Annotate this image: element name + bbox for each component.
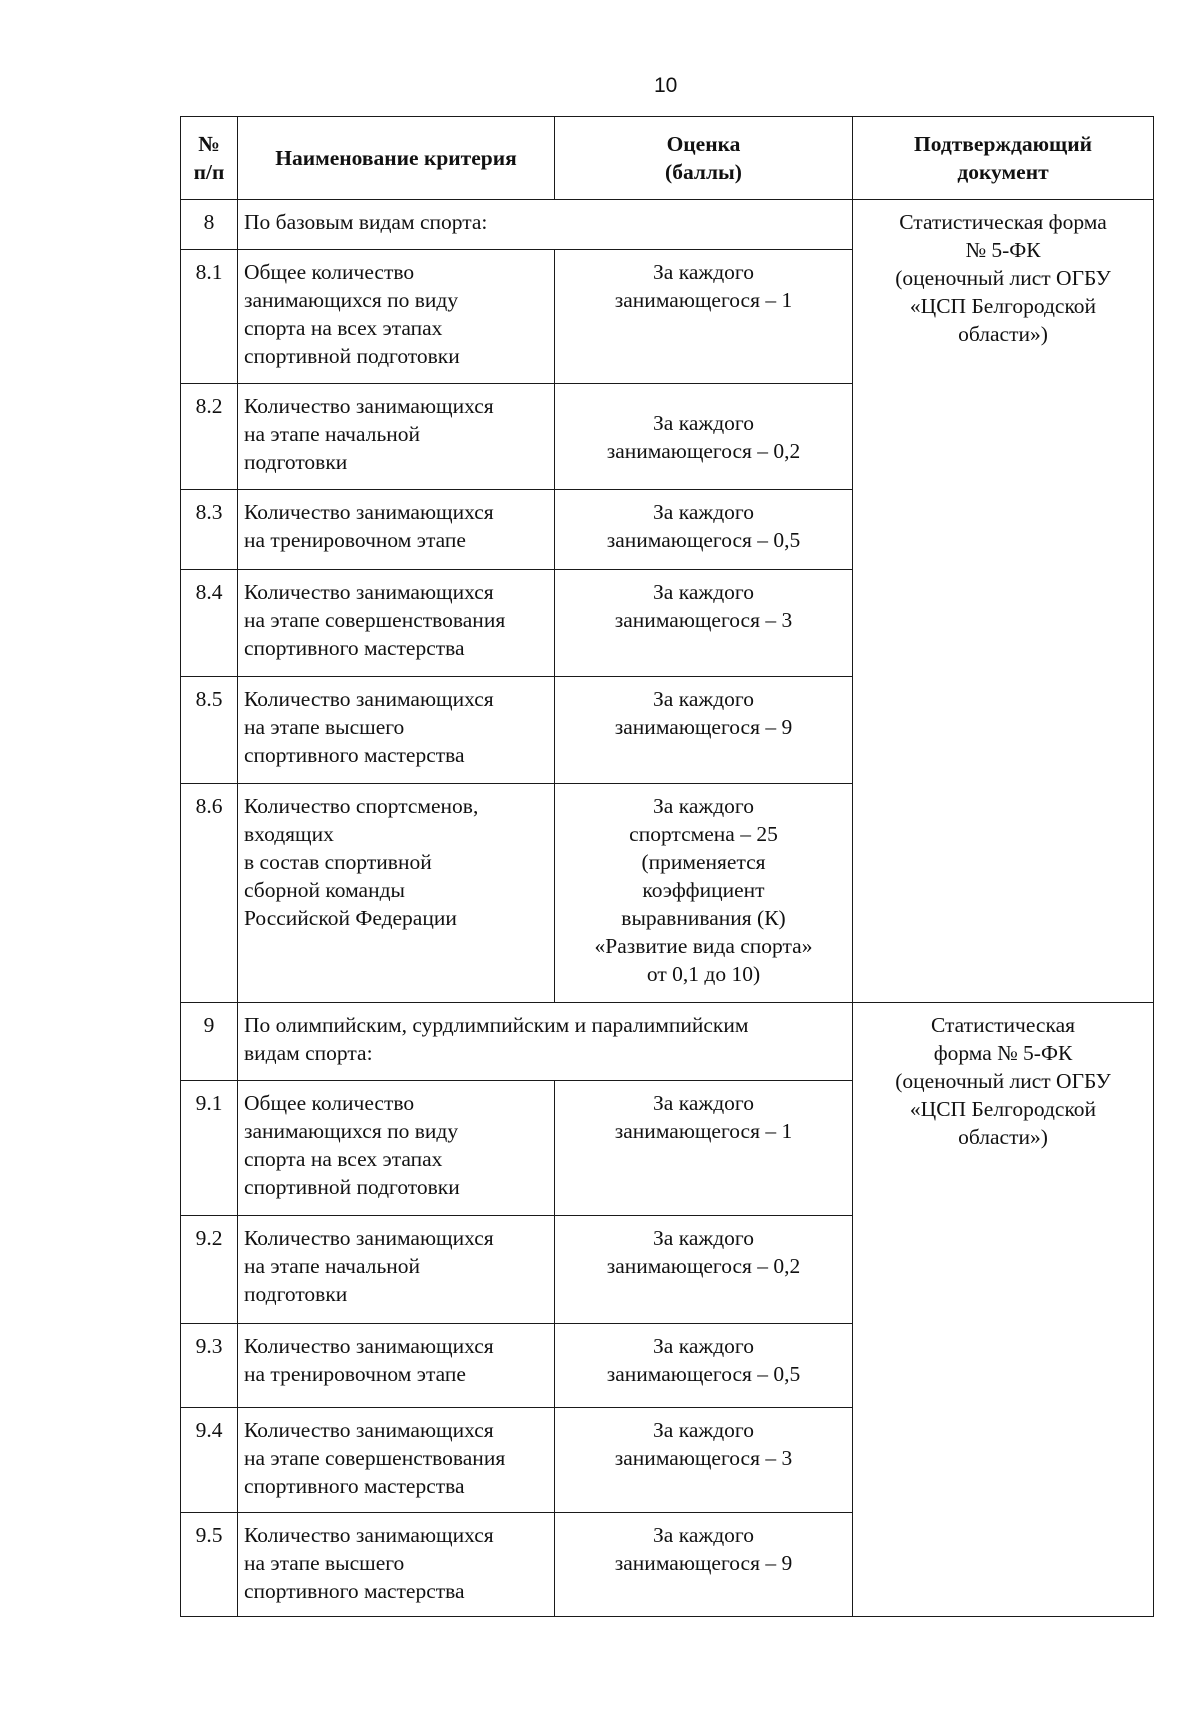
row-number: 9.2 (181, 1216, 238, 1324)
criterion-name: Количество спортсменов, входящих в состав спортивной сборной команды Российской Федерации (238, 784, 555, 1003)
row-number: 9.4 (181, 1408, 238, 1513)
criterion-score: За каждого занимающегося – 9 (555, 677, 853, 784)
section-title: По базовым видам спорта: (238, 200, 853, 250)
criterion-score: За каждого спортсмена – 25 (применяется коэффициент выравнивания (К) «Развитие вида спорта» от 0,1 до 10) (555, 784, 853, 1003)
header-score: Оценка (баллы) (555, 117, 853, 200)
table-header-row (181, 117, 1154, 200)
criterion-name: Количество занимающихся на тренировочном этапе (238, 1324, 555, 1408)
criterion-score: За каждого занимающегося – 3 (555, 570, 853, 677)
criterion-name: Количество занимающихся на этапе начальной подготовки (238, 384, 555, 490)
row-number: 8.5 (181, 677, 238, 784)
criterion-score: За каждого занимающегося – 0,5 (555, 1324, 853, 1408)
header-name: Наименование критерия (238, 117, 555, 200)
confirming-document: Статистическая форма № 5-ФК (оценочный лист ОГБУ «ЦСП Белгородской области») (853, 1003, 1154, 1617)
criterion-name: Количество занимающихся на этапе начальной подготовки (238, 1216, 555, 1324)
section-title: По олимпийским, сурдлимпийским и паралимпийским видам спорта: (238, 1003, 853, 1081)
criterion-name: Количество занимающихся на этапе совершенствования спортивного мастерства (238, 570, 555, 677)
row-number: 8.6 (181, 784, 238, 1003)
row-number: 9.5 (181, 1513, 238, 1617)
section-row-9 (181, 1003, 1154, 1081)
row-number: 8.2 (181, 384, 238, 490)
row-number: 8.4 (181, 570, 238, 677)
criterion-name: Количество занимающихся на этапе высшего спортивного мастерства (238, 677, 555, 784)
section-number: 9 (181, 1003, 238, 1081)
row-number: 9.1 (181, 1081, 238, 1216)
criterion-score: За каждого занимающегося – 0,2 (555, 1216, 853, 1324)
confirming-document: Статистическая форма № 5-ФК (оценочный лист ОГБУ «ЦСП Белгородской области») (853, 200, 1154, 1003)
row-number: 8.1 (181, 250, 238, 384)
criterion-score: За каждого занимающегося – 3 (555, 1408, 853, 1513)
criterion-score: За каждого занимающегося – 9 (555, 1513, 853, 1617)
criteria-table (180, 116, 1154, 1617)
row-number: 9.3 (181, 1324, 238, 1408)
criterion-score: За каждого занимающегося – 1 (555, 250, 853, 384)
criterion-name: Количество занимающихся на тренировочном этапе (238, 490, 555, 570)
criterion-name: Количество занимающихся на этапе совершенствования спортивного мастерства (238, 1408, 555, 1513)
criterion-name: Количество занимающихся на этапе высшего спортивного мастерства (238, 1513, 555, 1617)
section-row-8 (181, 200, 1154, 250)
criterion-name: Общее количество занимающихся по виду спорта на всех этапах спортивной подготовки (238, 1081, 555, 1216)
header-document: Подтверждающий документ (853, 117, 1154, 200)
criterion-score: За каждого занимающегося – 0,2 (555, 384, 853, 490)
header-number: № п/п (181, 117, 238, 200)
criterion-score: За каждого занимающегося – 1 (555, 1081, 853, 1216)
page-number: 10 (654, 74, 678, 97)
criterion-score: За каждого занимающегося – 0,5 (555, 490, 853, 570)
criterion-name: Общее количество занимающихся по виду спорта на всех этапах спортивной подготовки (238, 250, 555, 384)
row-number: 8.3 (181, 490, 238, 570)
section-number: 8 (181, 200, 238, 250)
